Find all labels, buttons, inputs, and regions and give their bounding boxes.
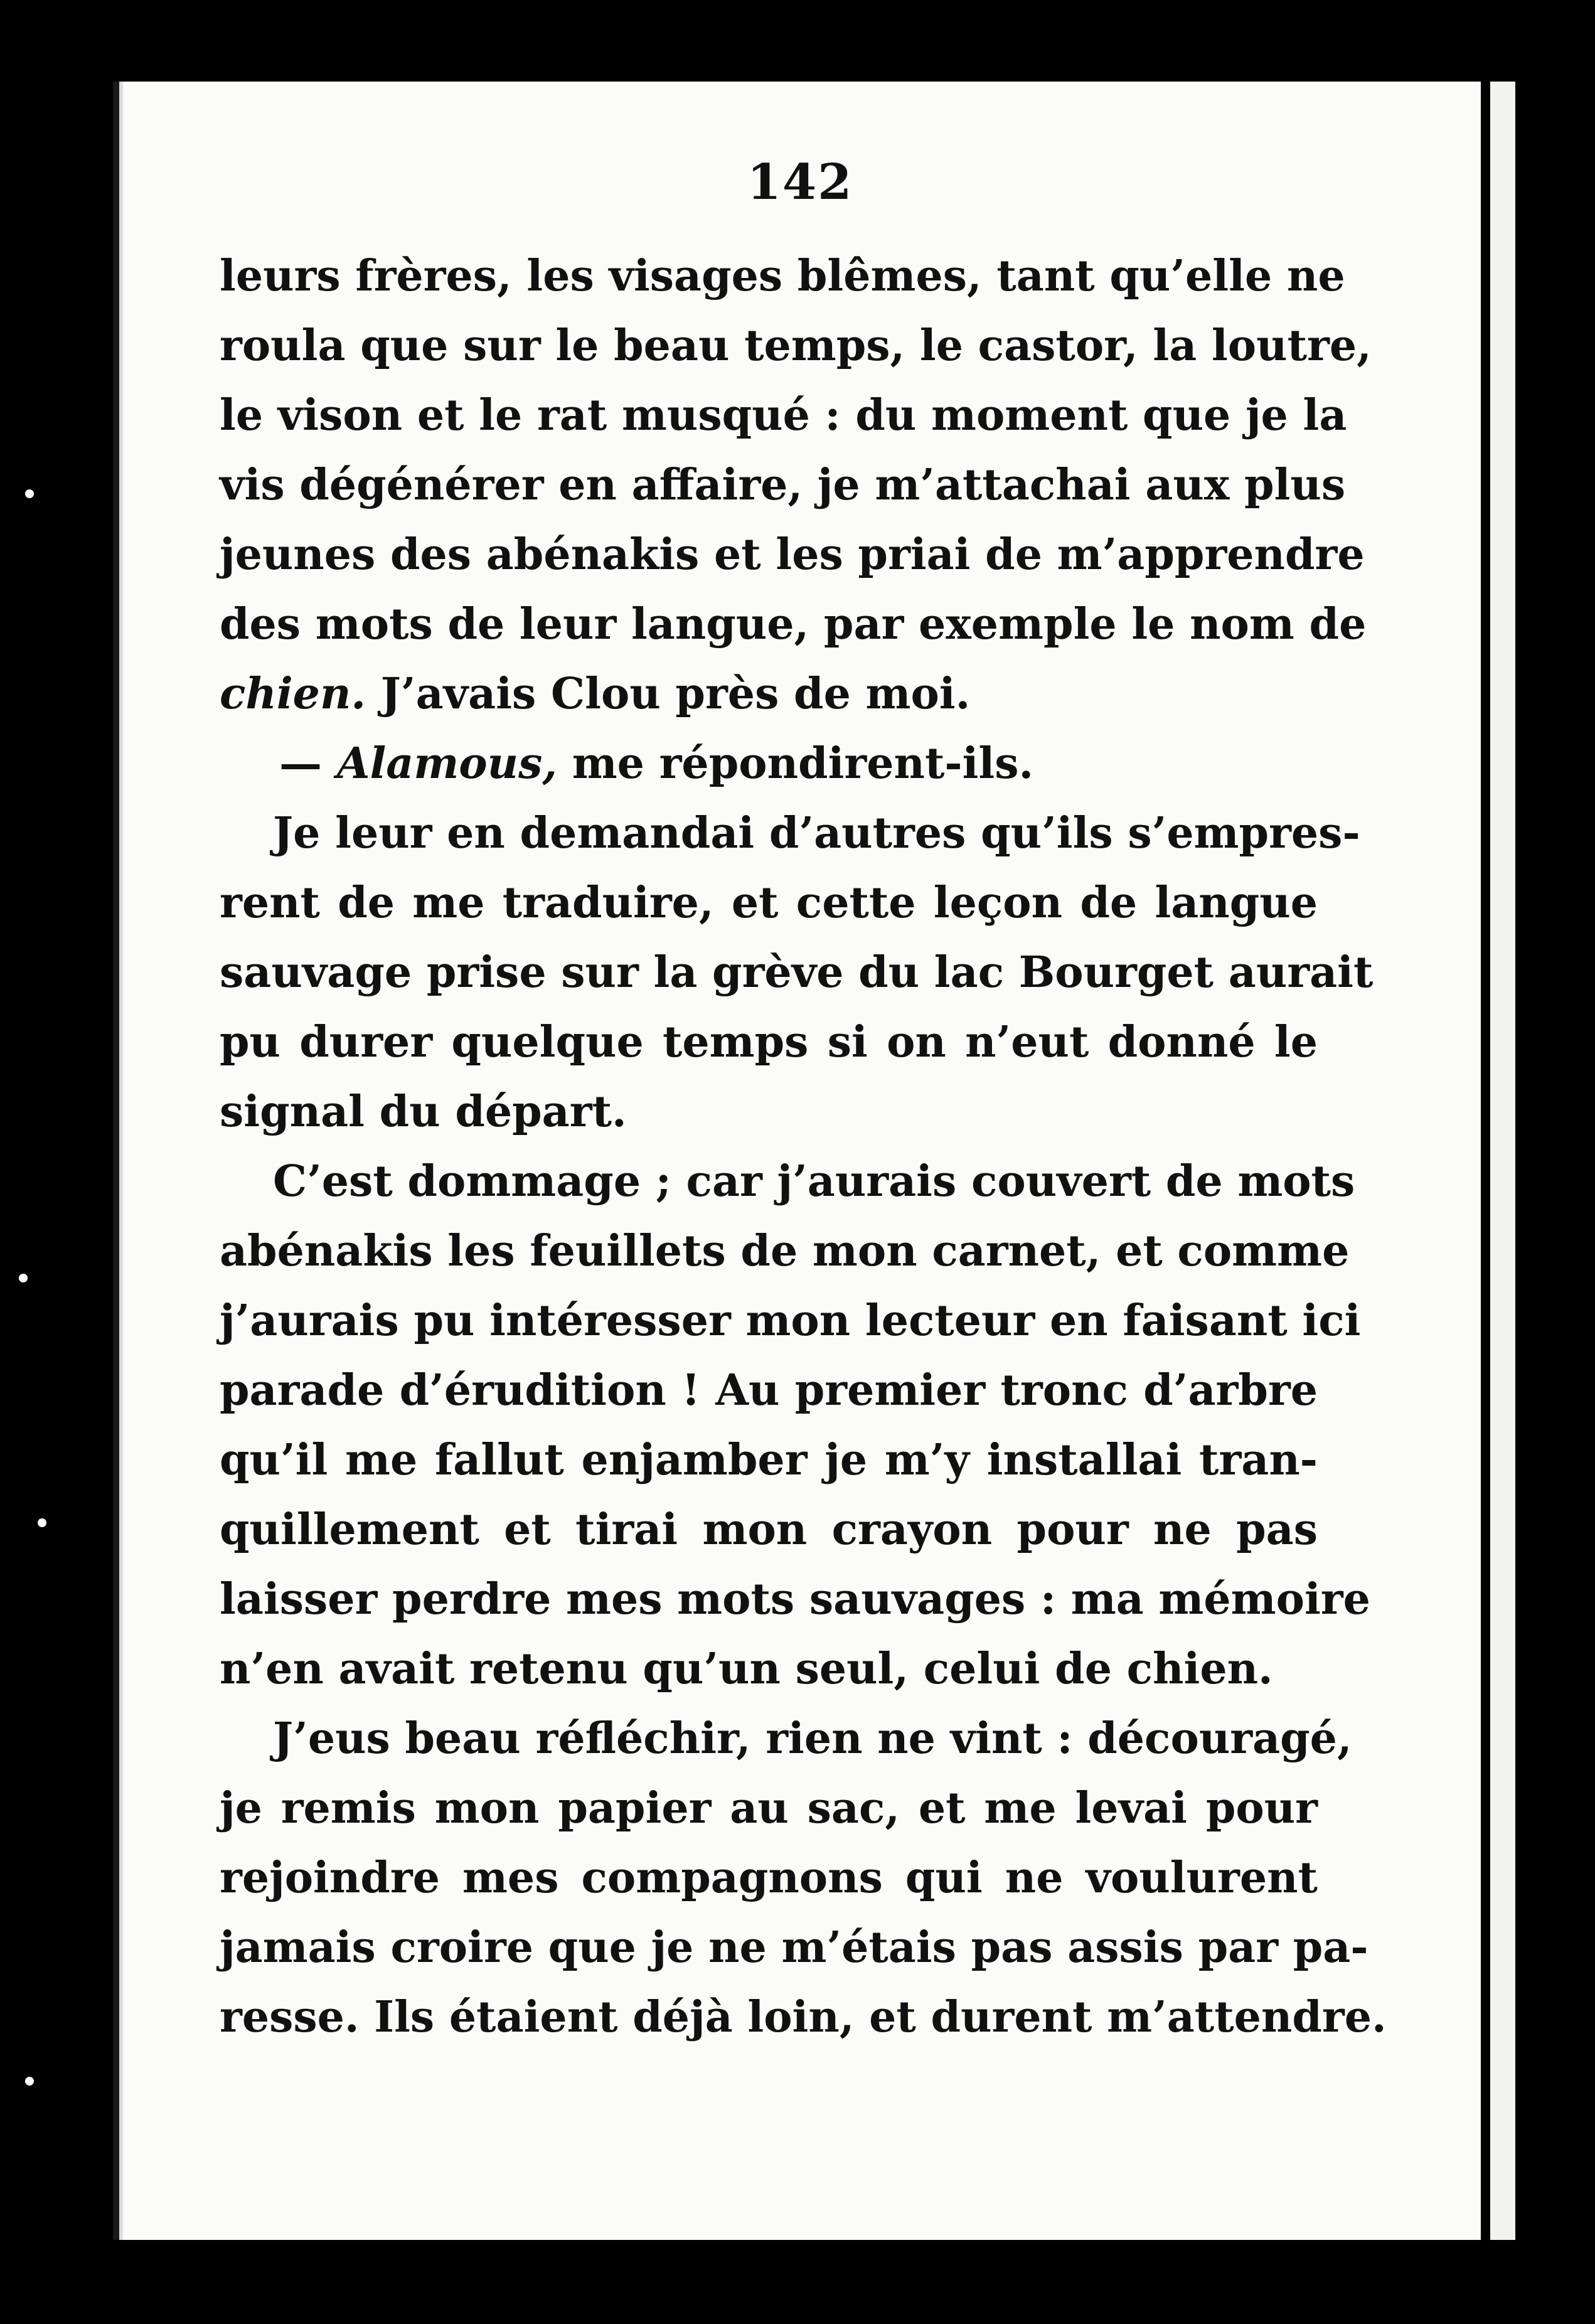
text-line: n’en avait retenu qu’un seul, celui de chien. — [220, 1644, 1273, 1694]
text-line: sauvage prise sur la grève du lac Bourget aurait — [220, 947, 1374, 998]
text-line: C’est dommage ; car j’aurais couvert de mots — [273, 1156, 1355, 1207]
text-line: qu’il me fallut enjamber je m’y installai tran- — [220, 1435, 1318, 1485]
line-rest: J’avais Clou près de moi. — [366, 669, 971, 719]
text-line: pu durer quelque temps si on n’eut donné le — [220, 1017, 1318, 1067]
text-line: jeunes des abénakis et les priai de m’apprendre — [220, 530, 1365, 580]
scan-speck — [38, 1518, 46, 1527]
text-line: quillement et tirai mon crayon pour ne pas — [220, 1505, 1318, 1555]
italic-word: Alamous, — [336, 738, 558, 789]
text-line: j’aurais pu intéresser mon lecteur en faisant ici — [220, 1296, 1361, 1346]
text-line: jamais croire que je ne m’étais pas assis par pa- — [220, 1922, 1368, 1973]
text-line: signal du départ. — [220, 1087, 627, 1137]
text-line: roula que sur le beau temps, le castor, la loutre, — [220, 321, 1372, 371]
text-line: vis dégénérer en affaire, je m’attachai aux plus — [220, 460, 1346, 510]
text-line: J’eus beau réfléchir, rien ne vint : découragé, — [273, 1714, 1352, 1764]
text-line: Je leur en demandai d’autres qu’ils s’empres- — [273, 808, 1360, 858]
italic-word: chien. — [220, 669, 366, 719]
text-line: resse. Ils étaient déjà loin, et durent m’attendre. — [220, 1992, 1387, 2042]
scan-speck — [25, 2077, 34, 2086]
text-line: rent de me traduire, et cette leçon de langue — [220, 878, 1318, 928]
text-line: le vison et le rat musqué : du moment que je la — [220, 390, 1347, 440]
text-line — [220, 659, 1318, 729]
scan-speck — [19, 1274, 28, 1282]
text-line: des mots de leur langue, par exemple le nom de — [220, 599, 1367, 649]
book-page — [113, 82, 1481, 2240]
dialogue-line — [220, 729, 1318, 799]
page-number: 142 — [747, 154, 853, 211]
text-line: leurs frères, les visages blêmes, tant qu’elle ne — [220, 251, 1345, 301]
text-line: abénakis les feuillets de mon carnet, et comme — [220, 1226, 1350, 1276]
text-line: je remis mon papier au sac, et me levai pour — [220, 1783, 1318, 1833]
text-line: rejoindre mes compagnons qui ne voulurent — [220, 1853, 1318, 1903]
text-line: parade d’érudition ! Au premier tronc d’arbre — [220, 1365, 1318, 1415]
dialogue-dash: — — [279, 738, 337, 789]
page-body — [220, 242, 1387, 2052]
scan-speck — [25, 489, 34, 498]
next-page-edge — [1490, 82, 1515, 2240]
line-rest: me répondirent-ils. — [557, 738, 1034, 789]
text-line: laisser perdre mes mots sauvages : ma mémoire — [220, 1574, 1370, 1624]
